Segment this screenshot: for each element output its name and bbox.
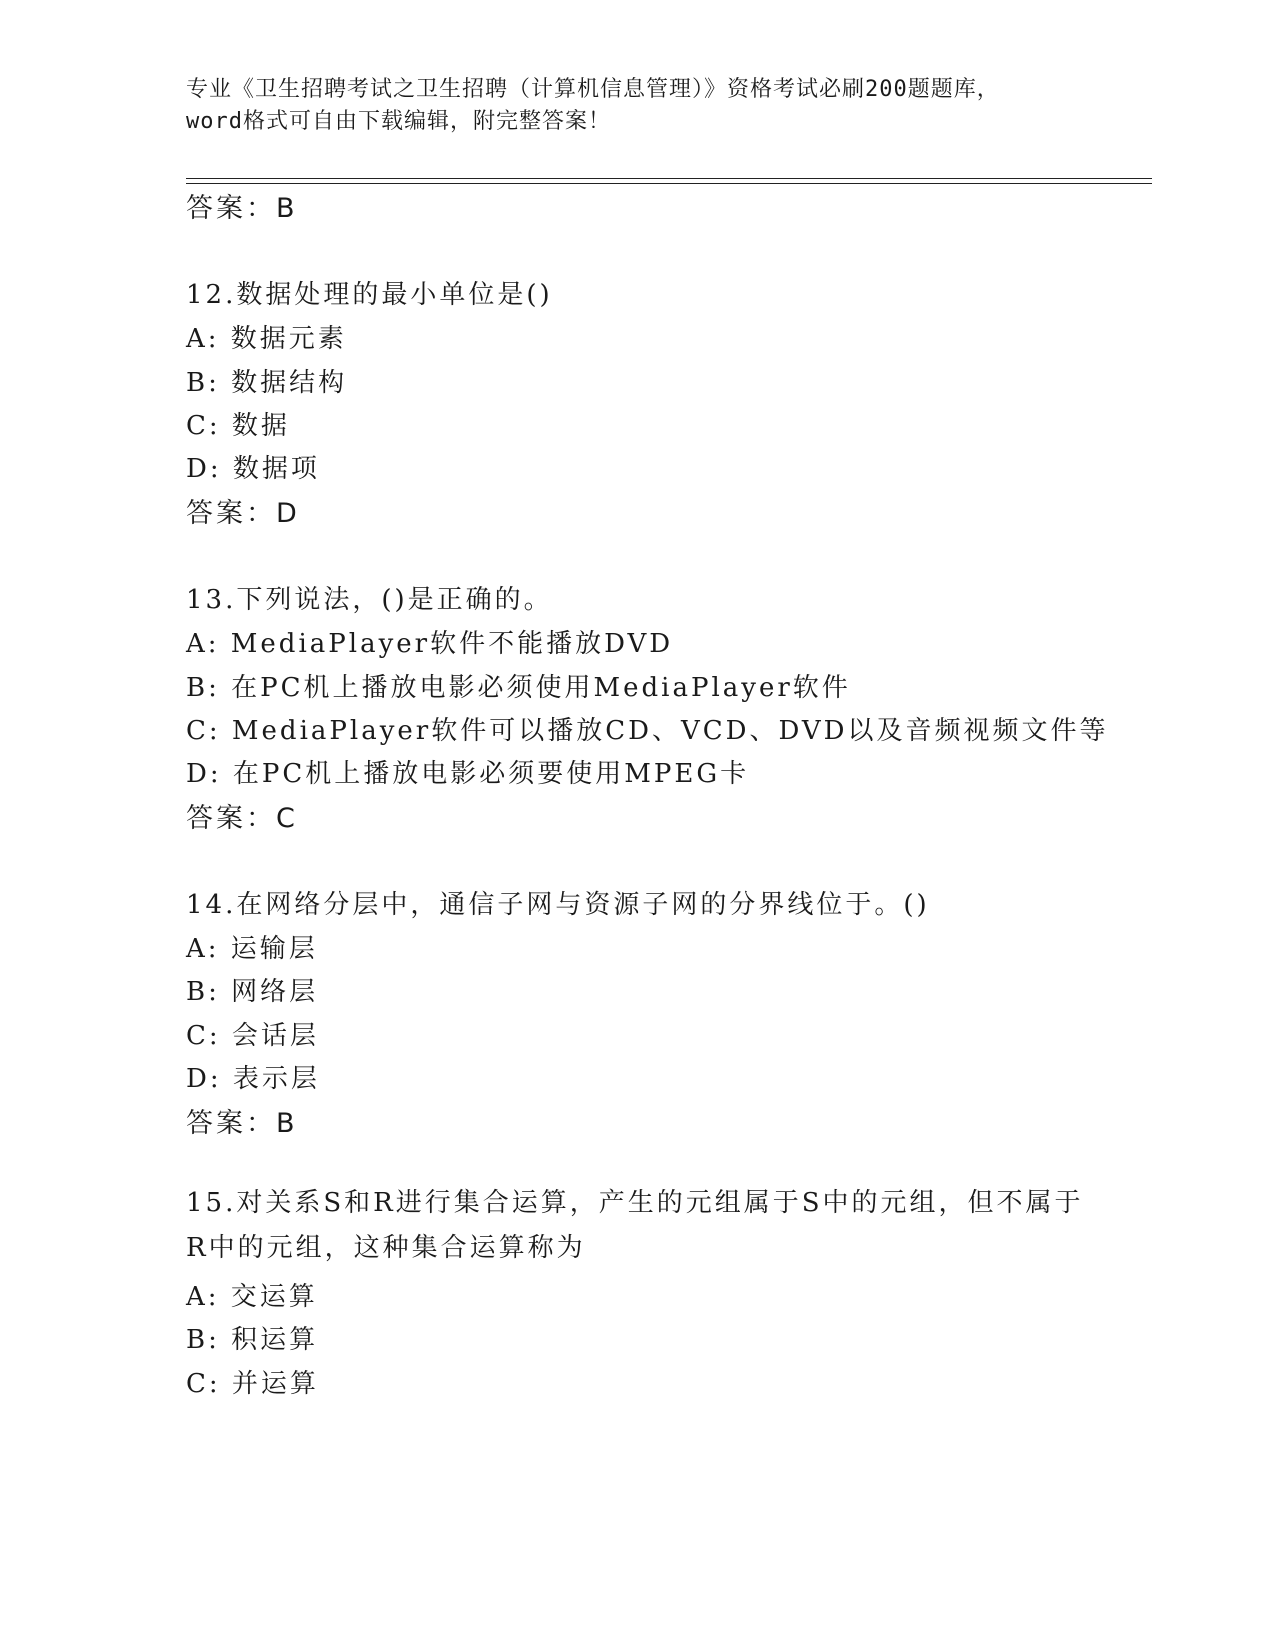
question-13-stem: 13.下列说法，()是正确的。 bbox=[186, 585, 553, 615]
question-12-option-d: D: 数据项 bbox=[186, 454, 320, 484]
question-15-option-c: C: 并运算 bbox=[186, 1369, 319, 1399]
question-12-answer: 答案：D bbox=[186, 498, 300, 529]
question-13-option-c: C: MediaPlayer软件可以播放CD、VCD、DVD以及音频视频文件等 bbox=[186, 716, 1109, 746]
question-15-option-b: B: 积运算 bbox=[186, 1325, 319, 1355]
question-14-stem: 14.在网络分层中，通信子网与资源子网的分界线位于。() bbox=[186, 890, 930, 920]
question-15-option-a: A: 交运算 bbox=[186, 1282, 318, 1312]
question-13-option-d: D: 在PC机上播放电影必须要使用MPEG卡 bbox=[186, 759, 750, 789]
question-12-option-a: A: 数据元素 bbox=[186, 324, 347, 354]
question-13-option-b: B: 在PC机上播放电影必须使用MediaPlayer软件 bbox=[186, 673, 851, 703]
question-13-option-a: A: MediaPlayer软件不能播放DVD bbox=[186, 629, 674, 659]
header-line-1: 专业《卫生招聘考试之卫生招聘（计算机信息管理）》资格考试必刷200题题库， bbox=[186, 77, 1000, 102]
question-15-stem: 15.对关系S和R进行集合运算，产生的元组属于S中的元组，但不属于R中的元组，这种集合运算称为 bbox=[186, 1188, 1084, 1263]
header-line-2: word格式可自由下载编辑，附完整答案！ bbox=[186, 109, 611, 134]
question-14-option-c: C: 会话层 bbox=[186, 1021, 319, 1051]
question-14-option-d: D: 表示层 bbox=[186, 1064, 320, 1094]
question-13-answer: 答案：C bbox=[186, 803, 298, 834]
question-12-stem: 12.数据处理的最小单位是() bbox=[186, 280, 553, 310]
document-header bbox=[186, 74, 1086, 138]
answer-q11: 答案：B bbox=[186, 193, 298, 224]
question-14-option-a: A: 运输层 bbox=[186, 934, 318, 964]
question-14-option-b: B: 网络层 bbox=[186, 977, 319, 1007]
question-12-option-b: B: 数据结构 bbox=[186, 368, 348, 398]
header-divider bbox=[186, 178, 1152, 184]
question-14-answer: 答案：B bbox=[186, 1108, 298, 1139]
question-12-option-c: C: 数据 bbox=[186, 411, 290, 441]
